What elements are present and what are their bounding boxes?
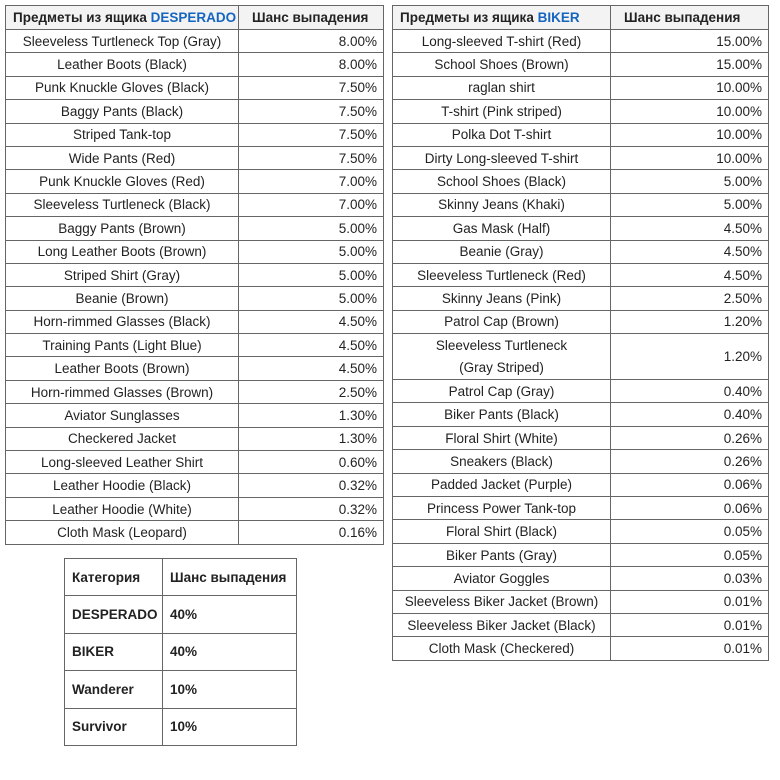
table-row [393, 310, 769, 333]
box-name: DESPERADO [150, 10, 237, 25]
drop-chance: 1.20% [611, 310, 769, 333]
item-name: Baggy Pants (Brown) [6, 217, 239, 240]
table-row [6, 123, 384, 146]
item-name: T-shirt (Pink striped) [393, 100, 611, 123]
drop-chance: 2.50% [611, 287, 769, 310]
item-name: Sleeveless Biker Jacket (Black) [393, 613, 611, 636]
desperado-header-row [6, 6, 384, 30]
drop-chance: 0.40% [611, 380, 769, 403]
table-row [393, 193, 769, 216]
item-name: Floral Shirt (Black) [393, 520, 611, 543]
table-row [6, 451, 384, 474]
table-row [393, 123, 769, 146]
item-name: Floral Shirt (White) [393, 426, 611, 449]
table-row [393, 146, 769, 169]
drop-chance: 1.30% [239, 427, 384, 450]
biker-chance-header: Шанс выпадения [611, 6, 769, 30]
drop-chance: 4.50% [239, 310, 384, 333]
table-row [65, 596, 297, 634]
item-name: Wide Pants (Red) [6, 146, 239, 169]
drop-chance: 8.00% [239, 53, 384, 76]
item-name: Skinny Jeans (Pink) [393, 287, 611, 310]
drop-chance: 0.01% [611, 590, 769, 613]
table-row [65, 708, 297, 746]
table-row [6, 474, 384, 497]
item-name: Beanie (Gray) [393, 240, 611, 263]
drop-chance: 4.50% [611, 263, 769, 286]
biker-items-header [393, 6, 611, 30]
table-row [6, 30, 384, 53]
item-name: Long-sleeved T-shirt (Red) [393, 30, 611, 53]
item-name: School Shoes (Brown) [393, 53, 611, 76]
item-name: Cloth Mask (Checkered) [393, 637, 611, 660]
table-row [6, 521, 384, 544]
item-name: Patrol Cap (Gray) [393, 380, 611, 403]
table-row [393, 30, 769, 53]
drop-chance: 7.50% [239, 146, 384, 169]
category-chance: 40% [163, 596, 297, 634]
drop-chance: 5.00% [239, 287, 384, 310]
table-row [393, 543, 769, 566]
item-name: Cloth Mask (Leopard) [6, 521, 239, 544]
drop-chance: 5.00% [239, 263, 384, 286]
table-row [393, 590, 769, 613]
item-name: School Shoes (Black) [393, 170, 611, 193]
drop-chance: 15.00% [611, 53, 769, 76]
table-row [393, 76, 769, 99]
item-name: Dirty Long-sleeved T-shirt [393, 146, 611, 169]
item-name: Sleeveless Biker Jacket (Brown) [393, 590, 611, 613]
item-name: Baggy Pants (Black) [6, 100, 239, 123]
drop-chance: 1.20% [611, 334, 769, 380]
item-name: Princess Power Tank-top [393, 497, 611, 520]
desperado-items-header [6, 6, 239, 30]
drop-chance: 7.50% [239, 76, 384, 99]
item-name: Horn-rimmed Glasses (Brown) [6, 380, 239, 403]
item-name: Long-sleeved Leather Shirt [6, 451, 239, 474]
table-row [393, 217, 769, 240]
item-name: Polka Dot T-shirt [393, 123, 611, 146]
category-name: Survivor [65, 708, 163, 746]
category-header: Категория [65, 559, 163, 596]
category-chance-header: Шанс выпадения [163, 559, 297, 596]
item-name: Leather Hoodie (Black) [6, 474, 239, 497]
drop-chance: 4.50% [611, 217, 769, 240]
item-name: raglan shirt [393, 76, 611, 99]
table-row [393, 450, 769, 473]
table-row [393, 520, 769, 543]
category-chance: 10% [163, 708, 297, 746]
drop-chance: 0.05% [611, 520, 769, 543]
table-row [393, 240, 769, 263]
table-row [393, 497, 769, 520]
drop-chance: 0.26% [611, 426, 769, 449]
item-name: Training Pants (Light Blue) [6, 334, 239, 357]
table-row [6, 217, 384, 240]
box-name: BIKER [537, 10, 580, 25]
category-chance-table [64, 558, 297, 746]
drop-chance: 7.00% [239, 170, 384, 193]
drop-chance: 7.50% [239, 100, 384, 123]
item-name: Aviator Goggles [393, 567, 611, 590]
table-row [6, 76, 384, 99]
table-row [6, 380, 384, 403]
item-name: Sleeveless Turtleneck Top (Gray) [6, 30, 239, 53]
item-name: Leather Hoodie (White) [6, 497, 239, 520]
drop-chance: 5.00% [611, 170, 769, 193]
table-row [6, 100, 384, 123]
category-name: DESPERADO [65, 596, 163, 634]
table-row [65, 633, 297, 671]
biker-drop-table [392, 5, 769, 661]
item-name: Beanie (Brown) [6, 287, 239, 310]
table-row [393, 637, 769, 660]
item-name: Aviator Sunglasses [6, 404, 239, 427]
desperado-chance-header: Шанс выпадения [239, 6, 384, 30]
drop-chance: 0.40% [611, 403, 769, 426]
table-row [6, 287, 384, 310]
biker-rows [393, 30, 769, 661]
category-chance: 40% [163, 633, 297, 671]
item-name: Biker Pants (Black) [393, 403, 611, 426]
table-row [6, 263, 384, 286]
item-name: Leather Boots (Black) [6, 53, 239, 76]
table-row [6, 427, 384, 450]
drop-chance: 0.32% [239, 497, 384, 520]
table-row [393, 403, 769, 426]
drop-chance: 0.60% [239, 451, 384, 474]
table-row [6, 170, 384, 193]
drop-chance: 7.00% [239, 193, 384, 216]
table-row [6, 310, 384, 333]
desperado-drop-table [5, 5, 384, 545]
table-row [393, 100, 769, 123]
drop-chance: 0.06% [611, 473, 769, 496]
category-header-row [65, 559, 297, 596]
item-name: Punk Knuckle Gloves (Red) [6, 170, 239, 193]
desperado-rows [6, 30, 384, 545]
item-name: Striped Shirt (Gray) [6, 263, 239, 286]
drop-chance: 10.00% [611, 100, 769, 123]
item-name: Sneakers (Black) [393, 450, 611, 473]
table-row [6, 53, 384, 76]
drop-chance: 1.30% [239, 404, 384, 427]
drop-chance: 5.00% [239, 240, 384, 263]
table-row [6, 497, 384, 520]
category-chance: 10% [163, 671, 297, 709]
table-row [6, 146, 384, 169]
item-name: Padded Jacket (Purple) [393, 473, 611, 496]
table-row [393, 170, 769, 193]
drop-chance: 0.01% [611, 637, 769, 660]
category-name: BIKER [65, 633, 163, 671]
drop-chance: 4.50% [239, 334, 384, 357]
drop-chance: 10.00% [611, 76, 769, 99]
drop-chance: 0.06% [611, 497, 769, 520]
drop-chance: 0.01% [611, 613, 769, 636]
table-row [393, 334, 769, 380]
table-row [6, 240, 384, 263]
category-rows [65, 596, 297, 746]
table-row [393, 263, 769, 286]
header-prefix: Предметы из ящика [13, 10, 147, 25]
item-name: Sleeveless Turtleneck (Red) [393, 263, 611, 286]
item-name: Biker Pants (Gray) [393, 543, 611, 566]
item-name: Horn-rimmed Glasses (Black) [6, 310, 239, 333]
item-name: Patrol Cap (Brown) [393, 310, 611, 333]
item-name: Sleeveless Turtleneck (Black) [6, 193, 239, 216]
table-row [393, 473, 769, 496]
category-name: Wanderer [65, 671, 163, 709]
item-name: Striped Tank-top [6, 123, 239, 146]
drop-chance: 0.32% [239, 474, 384, 497]
header-prefix: Предметы из ящика [400, 10, 534, 25]
drop-chance: 5.00% [239, 217, 384, 240]
drop-chance: 0.05% [611, 543, 769, 566]
table-row [393, 567, 769, 590]
drop-chance: 5.00% [611, 193, 769, 216]
drop-chance: 0.03% [611, 567, 769, 590]
drop-chance: 4.50% [239, 357, 384, 380]
item-name: Sleeveless Turtleneck (Gray Striped) [393, 334, 611, 380]
drop-chance: 0.26% [611, 450, 769, 473]
drop-chance: 15.00% [611, 30, 769, 53]
drop-chance: 10.00% [611, 146, 769, 169]
table-row [393, 380, 769, 403]
drop-chance: 4.50% [611, 240, 769, 263]
table-row [393, 613, 769, 636]
drop-chance: 8.00% [239, 30, 384, 53]
item-name: Long Leather Boots (Brown) [6, 240, 239, 263]
table-row [6, 193, 384, 216]
table-row [393, 287, 769, 310]
table-row [6, 404, 384, 427]
item-name: Gas Mask (Half) [393, 217, 611, 240]
item-name: Skinny Jeans (Khaki) [393, 193, 611, 216]
item-name: Checkered Jacket [6, 427, 239, 450]
drop-chance: 0.16% [239, 521, 384, 544]
drop-chance: 2.50% [239, 380, 384, 403]
biker-header-row [393, 6, 769, 30]
drop-chance: 7.50% [239, 123, 384, 146]
table-row [65, 671, 297, 709]
drop-chance: 10.00% [611, 123, 769, 146]
table-row [6, 334, 384, 357]
item-name: Leather Boots (Brown) [6, 357, 239, 380]
table-row [393, 426, 769, 449]
item-name: Punk Knuckle Gloves (Black) [6, 76, 239, 99]
table-row [393, 53, 769, 76]
table-row [6, 357, 384, 380]
